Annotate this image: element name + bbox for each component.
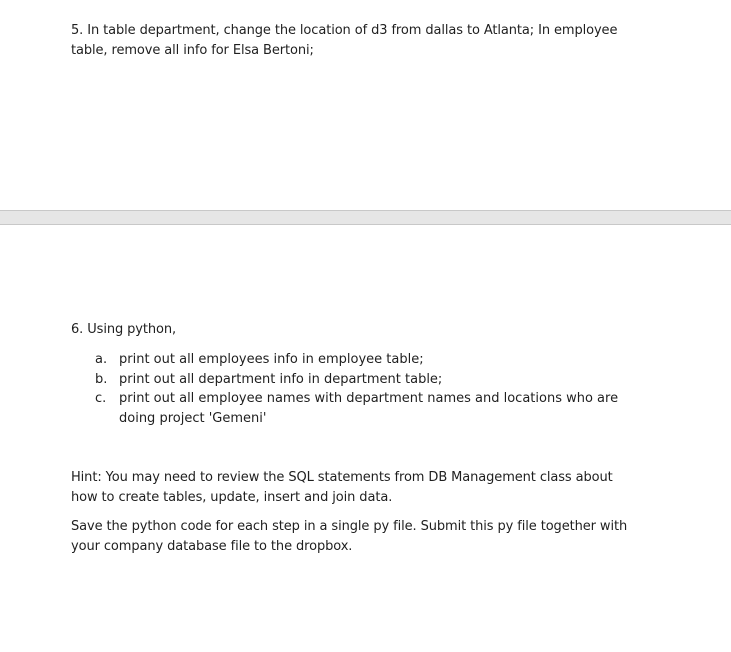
list-item-marker: b. [95,371,108,387]
list-item-text: print out all employees info in employee table; [119,352,424,367]
question-6-list [71,350,631,428]
list-item-text: print out all department info in department table; [119,371,443,387]
list-item-marker: c. [95,391,107,406]
list-item [71,389,631,428]
list-item-text: print out all employee names with department names and locations who are doing project 'Gemeni' [119,391,619,426]
list-item [71,370,631,390]
list-item [71,350,631,370]
page-break-gap [0,210,731,225]
submission-instructions: Save the python code for each step in a single py file. Submit this py file together with your company database file to the dropbox. [71,519,628,554]
hint-text: Hint: You may need to review the SQL statements from DB Management class about how to create tables, update, insert and join data. [71,470,613,505]
document-page-bottom [0,225,731,652]
question-5-text: 5. In table department, change the location of d3 from dallas to Atlanta; In employee table, remove all info for Elsa Bertoni; [71,23,618,58]
question-6-title: 6. Using python, [71,322,177,337]
list-item-marker: a. [95,352,108,367]
